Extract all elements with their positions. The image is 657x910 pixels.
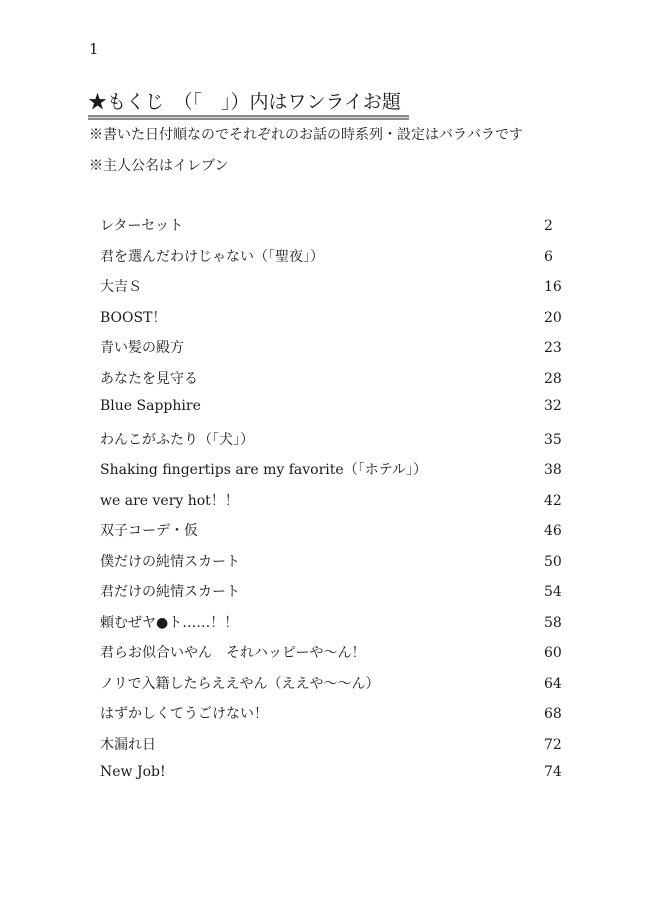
toc-entry-page: 46 [544, 523, 562, 539]
toc-entry-title: 君を選んだわけじゃない（「聖夜」） [100, 248, 324, 265]
toc-entry[interactable] [100, 703, 564, 734]
page-number: 1 [89, 40, 99, 58]
toc-entry-title: 双子コーデ・仮 [100, 523, 198, 539]
toc-heading: ★もくじ （「 」）内はワンライお題 [88, 91, 401, 113]
note-chronology: ※書いた日付順なのでそれぞれのお話の時系列・設定はバラバラです [89, 127, 523, 143]
toc-entry[interactable] [100, 246, 564, 277]
toc-entry[interactable] [100, 520, 564, 551]
toc-entry-page: 58 [544, 614, 562, 631]
toc-entry-page: 68 [544, 706, 562, 722]
toc-entry-page: 6 [544, 248, 553, 265]
toc-entry-title: 僕だけの純情スカート [100, 553, 240, 570]
toc-entry-page: 38 [544, 462, 562, 478]
toc-entry[interactable] [100, 368, 564, 399]
toc-entry[interactable] [100, 307, 564, 338]
toc-entry-page: 23 [544, 340, 562, 356]
toc-entry-page: 32 [544, 398, 562, 414]
toc-entry-page: 60 [544, 645, 562, 661]
heading-double-underline [88, 115, 409, 120]
toc-entry-title: レターセット [100, 218, 184, 234]
toc-entry[interactable] [100, 642, 564, 673]
toc-entry[interactable] [100, 551, 564, 582]
toc-entry[interactable] [100, 398, 564, 429]
toc-entry-page: 42 [544, 492, 562, 509]
toc-entry-title: Blue Sapphire [100, 398, 201, 414]
toc-entry[interactable] [100, 337, 564, 368]
toc-entry[interactable] [100, 734, 564, 765]
toc-entry-page: 50 [544, 553, 562, 570]
toc-entry-title: 青い髪の殿方 [100, 340, 184, 356]
toc-entry-title: New Job! [100, 764, 166, 780]
toc-entry-page: 74 [544, 764, 562, 780]
toc-entry-title: 大吉Ｓ [100, 279, 142, 295]
toc-entry-page: 35 [544, 431, 562, 448]
toc-entry-title: はずかしくてうごけない！ [100, 706, 268, 722]
toc-entry-title: 君だけの純情スカート [100, 584, 240, 600]
toc-entry[interactable] [100, 459, 564, 490]
toc-entry-page: 16 [544, 279, 562, 295]
toc-entry-page: 64 [544, 675, 562, 692]
toc-entry-title: わんこがふたり（「犬」） [100, 431, 254, 448]
toc-entry[interactable] [100, 581, 564, 612]
toc-entry-page: 72 [544, 736, 562, 753]
toc-entry-title: あなたを見守る [100, 370, 198, 387]
toc-entry[interactable] [100, 612, 564, 643]
toc-entry-title: 頼むぜヤ●ト……！！ [100, 614, 239, 631]
toc-entry-page: 54 [544, 584, 562, 600]
toc-entry[interactable] [100, 215, 564, 246]
toc-entry-title: Shaking fingertips are my favorite（「ホテル」） [100, 462, 427, 478]
toc-entry[interactable] [100, 490, 564, 521]
toc-entry-title: ノリで入籍したらええやん（ええや～～ん） [100, 675, 380, 692]
toc-entry-page: 20 [544, 309, 562, 326]
toc-entry[interactable] [100, 764, 564, 795]
toc-list [100, 215, 564, 795]
toc-entry[interactable] [100, 276, 564, 307]
note-protagonist-name: ※主人公名はイレブン [89, 158, 229, 174]
toc-entry-title: BOOST！ [100, 309, 167, 326]
toc-entry[interactable] [100, 429, 564, 460]
toc-entry-title: 君らお似合いやん それハッピーや～ん！ [100, 645, 366, 661]
toc-entry-title: 木漏れ日 [100, 736, 156, 753]
toc-entry-title: we are very hot！！ [100, 492, 239, 509]
toc-entry-page: 28 [544, 370, 562, 387]
toc-entry-page: 2 [544, 218, 553, 234]
toc-entry[interactable] [100, 673, 564, 704]
